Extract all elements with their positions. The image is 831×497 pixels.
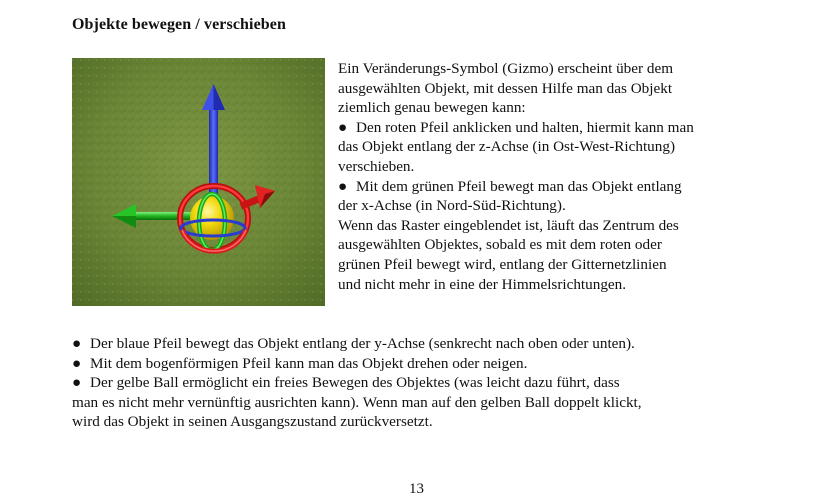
bullet-icon: ● bbox=[338, 118, 348, 136]
intro-text-block bbox=[338, 59, 778, 294]
bullet-icon: ● bbox=[72, 374, 82, 392]
text-line: Mit dem bogenförmigen Pfeil kann man das Objekt drehen oder neigen. bbox=[90, 354, 528, 372]
text-line: ziemlich genau bewegen kann: bbox=[338, 99, 526, 117]
bullet-list bbox=[72, 334, 772, 432]
text-line: ausgewählten Objekt, mit dessen Hilfe man das Objekt bbox=[338, 79, 673, 97]
text-line: Wenn das Raster eingeblendet ist, läuft das Zentrum des bbox=[338, 216, 679, 234]
page-number: 13 bbox=[409, 481, 424, 497]
bullet-item-green-arrow bbox=[338, 177, 778, 197]
text-line: Der gelbe Ball ermöglicht ein freies Bewegen des Objektes (was leicht dazu führt, dass bbox=[90, 374, 620, 392]
text-line: wird das Objekt in seinen Ausgangszustand zurückversetzt. bbox=[72, 413, 433, 431]
bullet-item-red-arrow bbox=[338, 118, 778, 138]
gizmo-screenshot bbox=[72, 58, 325, 306]
bullet-item-yellow-ball bbox=[72, 373, 772, 393]
gizmo-icon bbox=[72, 58, 325, 306]
section-heading: Objekte bewegen / verschieben bbox=[72, 16, 286, 33]
text-line: das Objekt entlang der z-Achse (in Ost-West-Richtung) bbox=[338, 138, 676, 156]
text-line: der x-Achse (in Nord-Süd-Richtung). bbox=[338, 197, 566, 215]
text-line: Ein Veränderungs-Symbol (Gizmo) erscheint über dem bbox=[338, 60, 674, 77]
bullet-icon: ● bbox=[72, 335, 82, 352]
text-line: ausgewählten Objektes, sobald es mit dem roten oder bbox=[338, 236, 662, 254]
text-line: man es nicht mehr vernünftig ausrichten kann). Wenn man auf den gelben Ball doppelt klickt, bbox=[72, 393, 642, 411]
bullet-icon: ● bbox=[72, 354, 82, 372]
text-line: Der blaue Pfeil bewegt das Objekt entlang der y-Achse (senkrecht nach oben oder unten). bbox=[90, 335, 635, 352]
bullet-item-curved-arrow bbox=[72, 354, 772, 374]
text-line: und nicht mehr in eine der Himmelsrichtungen. bbox=[338, 275, 627, 293]
text-line: Mit dem grünen Pfeil bewegt man das Objekt entlang bbox=[356, 177, 682, 195]
text-line: grünen Pfeil bewegt wird, entlang der Gitternetzlinien bbox=[338, 255, 667, 273]
bullet-item-blue-arrow bbox=[72, 334, 772, 354]
text-line: Den roten Pfeil anklicken und halten, hiermit kann man bbox=[356, 118, 694, 136]
text-line: verschieben. bbox=[338, 157, 415, 175]
bullet-icon: ● bbox=[338, 177, 348, 195]
